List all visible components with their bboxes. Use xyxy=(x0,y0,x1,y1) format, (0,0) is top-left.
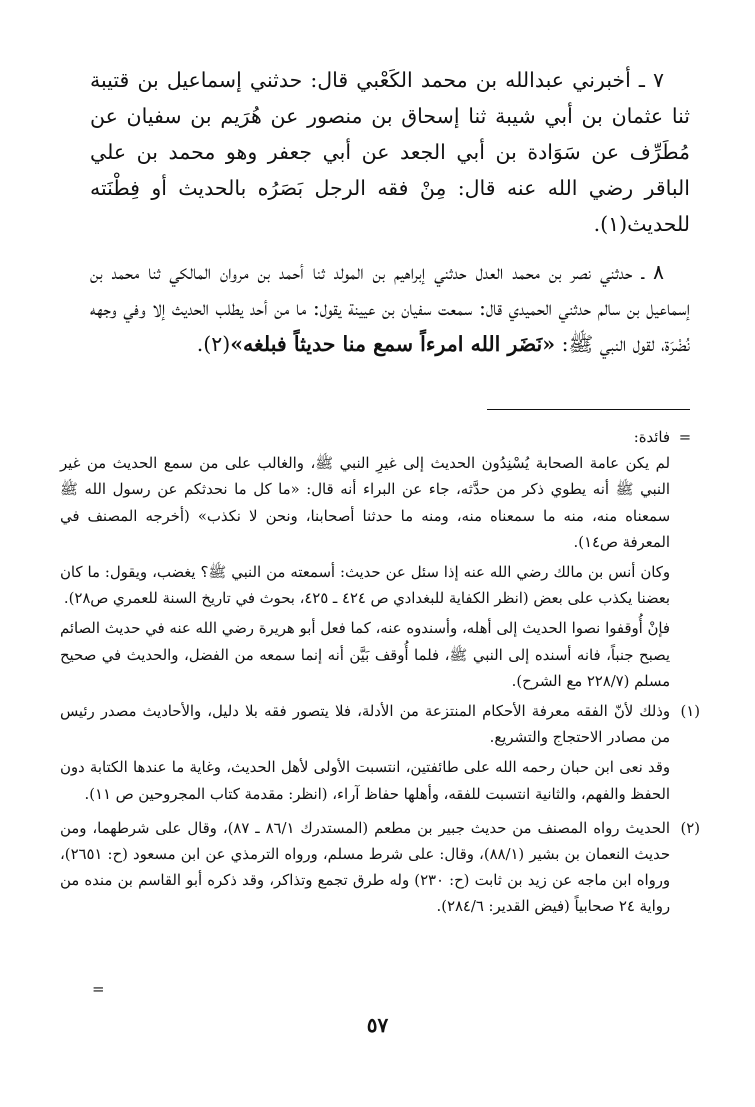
footnote-paragraph: وقد نعى ابن حبان رحمه الله على طائفتين، انتسبت الأولى لأهل الحديث، وغاية ما عندها الكتابة دون الحفظ والفهم، والثانية انتسبت للفقه، وأهلها حفاظ آراء، (انظر: مقدمة كتاب المجروحين ص ١١). xyxy=(60,759,670,803)
page-number: ٥٧ xyxy=(366,1013,389,1037)
benefit-paragraph: وكان أنس بن مالك رضي الله عنه إذا سئل عن حديث: أسمعته من النبي ﷺ؟ يغضب، ويقول: ما كان بعضنا يكذب على بعض (انظر الكفاية للبغدادي ص ٤٢٤ ـ ٤٢٥، بحوث في تاريخ السنة للعمري ص٢٨). xyxy=(60,564,670,608)
main-text-block xyxy=(90,62,690,374)
footnotes-block xyxy=(60,425,700,929)
footnote-paragraph: الحديث رواه المصنف من حديث جبير بن مطعم (المستدرك ٨٦/١ ـ ٨٧)، وقال على شرطهما، ومن حديث النعمان بن بشير (٨٨/١)، وقال: على شرط مسلم، ورواه الترمذي عن ابن مسعود (ح: ٢٦٥١)، ورواه ابن ماجه عن زيد بن ثابت (ح: ٢٣٠) وله طرق تجمع وتذاكر، وقد ذكره أبو القاسم بن منده من رواية ٢٤ صحابياً (فيض القدير: ٢٨٤/٦). xyxy=(60,819,671,916)
footnote-divider xyxy=(487,409,690,410)
narration-7: ٧ ـ أخبرني عبدالله بن محمد الكَعْبي قال: حدثني إسماعيل بن قتيبة ثنا عثمان بن أبي شيبة ثنا إسحاق بن منصور عن هُرَيم بن سفيان عن مُطَرِّف عن سَوَادة بن أبي الجعد عن أبي جعفر وهو محمد بن علي الباقر رضي الله عنه قال: مِنْ فقه الرجل بَصَرُه بالحديث أو فِطْنَته للحديث(١). xyxy=(90,68,690,236)
benefit-paragraph: فإنْ أُوقفوا نصوا الحديث إلى أهله، وأسندوه عنه، كما فعل أبو هريرة رضي الله عنه في حديث الصائم يصبح جنباً، فانه أسنده إلى النبي ﷺ، فلما أُوقف بَيَّن أنه إنما سمعه من الفضل، والحديث في صحيح مسلم (٢٢٨/٧ مع الشرح). xyxy=(60,620,670,690)
benefit-header xyxy=(60,425,700,451)
footnote-ref-2: (٢). xyxy=(196,332,231,356)
benefit-paragraph: لم يكن عامة الصحابة يُسْنِدُون الحديث إلى غيرِ النبي ﷺ، والغالب على من سمع الحديث من غير النبي ﷺ أنه يطوي ذكر من حدَّثه، جاء عن البراء أنه قال: «ما كل ما نحدثكم عن رسول الله ﷺ سمعناه منه، منه ما سمعناه منه، ومنه ما حدثنا أصحابنا، ونحن لا نكذب» (أخرجه المصنف في المعرفة ص١٤). xyxy=(60,455,670,551)
benefit-label: فائدة: xyxy=(633,429,670,446)
continuation-mark-bottom: = xyxy=(92,980,105,998)
footnote-2-marker: (٢) xyxy=(680,819,700,837)
footnote-2-body xyxy=(60,816,670,925)
narration-8 xyxy=(90,254,690,362)
footnote-1-marker: (١) xyxy=(680,703,700,721)
footnote-paragraph: وذلك لأنّ الفقه معرفة الأحكام المنتزعة من الأدلة، فلا يتصور فقه بلا دليل، والأحاديث مصدر رئيس من مصادر الاحتجاج والتشريع. xyxy=(60,703,670,747)
footnote-1 xyxy=(60,699,700,812)
hadith-quote: «نَضَر الله امرءاً سمع منا حديثاً فبلغه» xyxy=(230,332,556,356)
footnote-1-body xyxy=(60,699,670,812)
footnote-2 xyxy=(60,816,700,925)
continuation-mark: = xyxy=(678,429,692,446)
narration-8-lead: ٨ ـ حدثني نصر بن محمد العدل حدثني إبراهيم بن المولد ثنا أحمد بن مروان المالكي ثنا محمد بن إسماعيل بن سالم حدثني الحميدي قال: سمعت سفيان بن عيينة يقول: ما من أحد يطلب الحديث إلا وفي وجهه نُضْرَة، لقول النبي ﷺ: xyxy=(90,260,690,356)
